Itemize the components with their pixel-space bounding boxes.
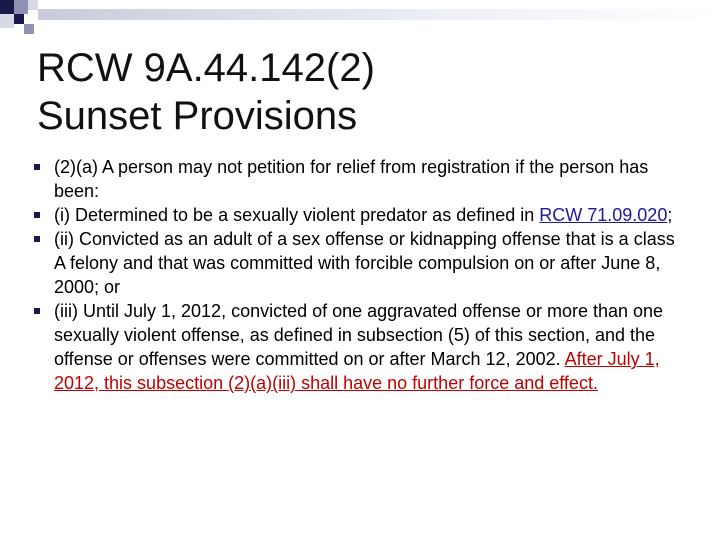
decorative-header bbox=[0, 0, 720, 40]
deco-square bbox=[14, 14, 24, 24]
deco-square bbox=[28, 0, 38, 10]
bullet-text-suffix: ; bbox=[667, 205, 673, 225]
bullet-text: (ii) Convicted as an adult of a sex offense or kidnapping offense that is a class A felony and that was committed with forcible compulsion on or after June 8, 2000; or bbox=[54, 229, 675, 297]
title-line-2: Sunset Provisions bbox=[37, 94, 358, 138]
deco-gradient-bar bbox=[38, 9, 720, 20]
slide-title bbox=[37, 44, 697, 140]
bullet-text: (2)(a) A person may not petition for relief from registration if the person has been: bbox=[54, 157, 649, 201]
bullet-item bbox=[34, 155, 684, 203]
bullet-item bbox=[34, 299, 684, 395]
bullet-text: (iii) Until July 1, 2012, convicted of one aggravated offense or more than one sexually violent offense, as defined in subsection (5) of this section, and the offense or offenses were committed on or after March 12, 2002. bbox=[54, 301, 664, 369]
bullet-item bbox=[34, 227, 684, 299]
square-bullet-icon bbox=[34, 164, 40, 170]
square-bullet-icon bbox=[34, 308, 40, 314]
bullet-text: (i) Determined to be a sexually violent predator as defined in bbox=[54, 205, 540, 225]
square-bullet-icon bbox=[34, 236, 40, 242]
deco-square bbox=[0, 0, 14, 14]
bullet-list bbox=[34, 155, 684, 395]
deco-square bbox=[14, 0, 28, 14]
deco-square bbox=[0, 14, 14, 28]
bullet-item bbox=[34, 203, 684, 227]
title-line-1: RCW 9A.44.142(2) bbox=[37, 46, 375, 90]
sunset-highlight-text: After July 1, 2012, this subsection (2)(a)(iii) shall have no further force and effect. bbox=[54, 349, 660, 393]
deco-square bbox=[24, 24, 34, 34]
square-bullet-icon bbox=[34, 212, 40, 218]
rcw-link[interactable]: RCW 71.09.020 bbox=[539, 205, 668, 225]
